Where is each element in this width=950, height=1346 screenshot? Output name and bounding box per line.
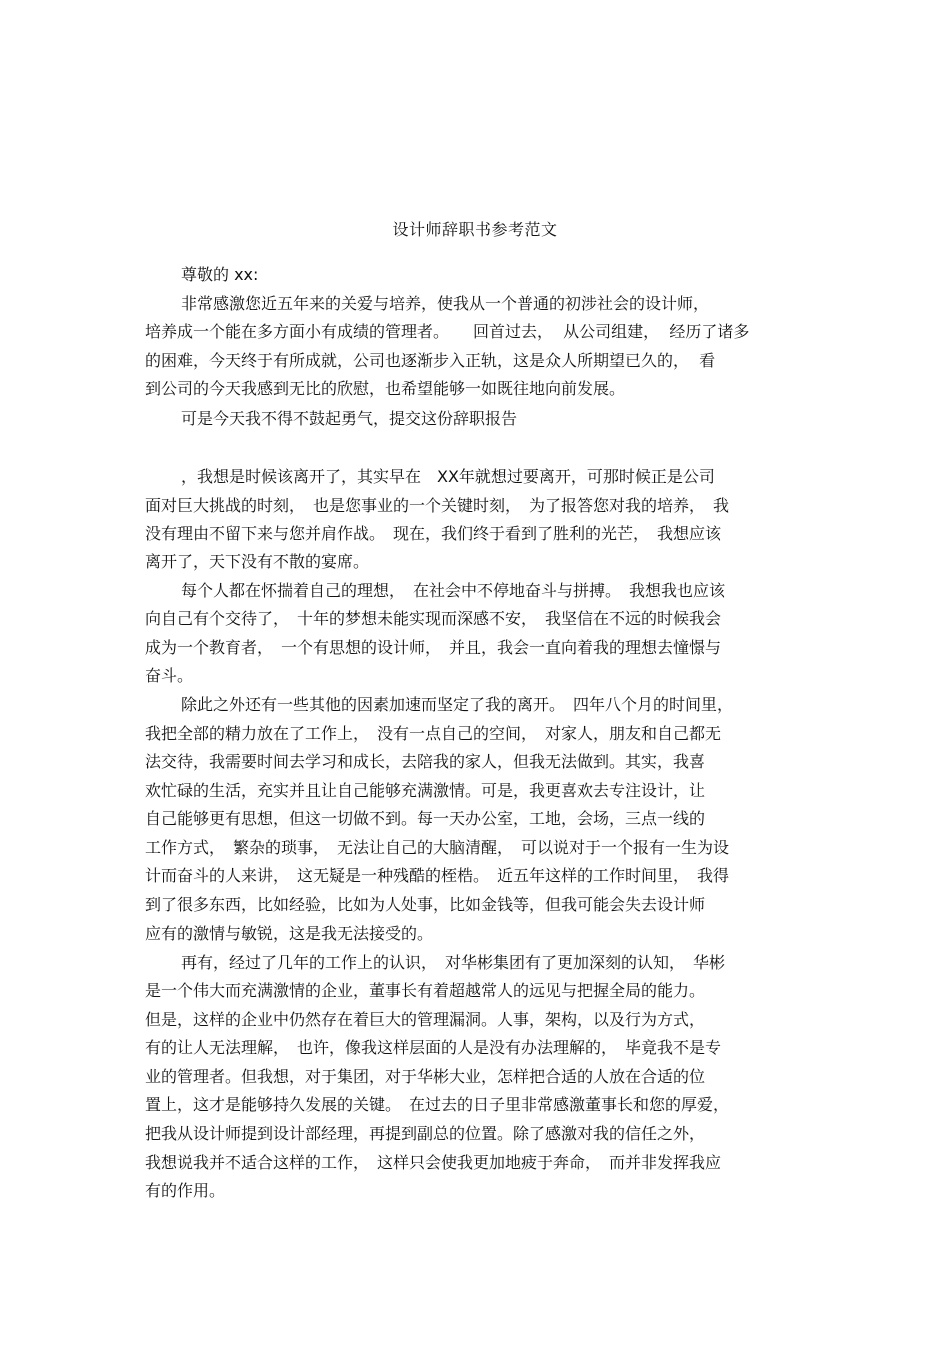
paragraph-line: 有的让人无法理解， 也许，像我这样层面的人是没有办法理解的， 毕竟我不是专 bbox=[145, 1038, 722, 1057]
paragraph-line: 奋斗。 bbox=[145, 666, 194, 685]
paragraph-line: 离开了，天下没有不散的宴席。 bbox=[145, 552, 370, 571]
paragraph-line: 没有理由不留下来与您并肩作战。 现在，我们终于看到了胜利的光芒， 我想应该 bbox=[145, 524, 722, 543]
paragraph-line: 我想说我并不适合这样的工作， 这样只会使我更加地疲于奔命， 而并非发挥我应 bbox=[145, 1153, 722, 1172]
paragraph-line: 应有的激情与敏锐，这是我无法接受的。 bbox=[145, 924, 434, 943]
paragraph-line: 是一个伟大而充满激情的企业，董事长有着超越常人的远见与把握全局的能力。 bbox=[145, 981, 706, 1000]
paragraph-line: 我把全部的精力放在了工作上， 没有一点自己的空间， 对家人，朋友和自己都无 bbox=[145, 724, 722, 743]
paragraph-line: 成为一个教育者， 一个有思想的设计师， 并且，我会一直向着我的理想去憧憬与 bbox=[145, 638, 722, 657]
paragraph-line: 再有，经过了几年的工作上的认识， 对华彬集团有了更加深刻的认知， 华彬 bbox=[181, 953, 726, 972]
paragraph-line: 除此之外还有一些其他的因素加速而坚定了我的离开。 四年八个月的时间里， bbox=[181, 695, 734, 714]
paragraph-line: 非常感激您近五年来的关爱与培养，使我从一个普通的初涉社会的设计师， bbox=[181, 294, 710, 313]
paragraph-line: 把我从设计师提到设计部经理，再提到副总的位置。除了感激对我的信任之外， bbox=[145, 1124, 706, 1143]
paragraph-line: 自己能够更有思想，但这一切做不到。每一天办公室，工地，会场，三点一线的 bbox=[145, 809, 706, 828]
paragraph-line: 到公司的今天我感到无比的欣慰，也希望能够一如既往地向前发展。 bbox=[145, 379, 626, 398]
paragraph-line: 每个人都在怀揣着自己的理想， 在社会中不停地奋斗与拼搏。 我想我也应该 bbox=[181, 581, 726, 600]
paragraph-line: 面对巨大挑战的时刻， 也是您事业的一个关键时刻， 为了报答您对我的培养， 我 bbox=[145, 496, 730, 515]
paragraph-line: 计而奋斗的人来讲， 这无疑是一种残酷的桎梏。 近五年这样的工作时间里， 我得 bbox=[145, 866, 730, 885]
paragraph-line: 可是今天我不得不鼓起勇气，提交这份辞职报告 bbox=[181, 409, 518, 428]
paragraph-line: ，我想是时候该离开了，其实早在 XX年就想过要离开，可那时候正是公司 bbox=[181, 467, 715, 486]
paragraph-line: 置上，这才是能够持久发展的关键。 在过去的日子里非常感激董事长和您的厚爱， bbox=[145, 1095, 730, 1114]
document-title: 设计师辞职书参考范文 bbox=[392, 220, 558, 239]
paragraph-line: 工作方式， 繁杂的琐事， 无法让自己的大脑清醒， 可以说对于一个报有一生为设 bbox=[145, 838, 730, 857]
paragraph-line: 的困难，今天终于有所成就，公司也逐渐步入正轨，这是众人所期望已久的， 看 bbox=[145, 351, 716, 370]
salutation: 尊敬的 xx: bbox=[181, 265, 259, 284]
paragraph-line: 欢忙碌的生活，充实并且让自己能够充满激情。可是，我更喜欢去专注设计，让 bbox=[145, 781, 706, 800]
paragraph-line: 法交待，我需要时间去学习和成长，去陪我的家人，但我无法做到。其实，我喜 bbox=[145, 752, 706, 771]
paragraph-line: 到了很多东西，比如经验，比如为人处事，比如金钱等，但我可能会失去设计师 bbox=[145, 895, 706, 914]
paragraph-line: 向自己有个交待了， 十年的梦想未能实现而深感不安， 我坚信在不远的时候我会 bbox=[145, 609, 722, 628]
paragraph-line: 培养成一个能在多方面小有成绩的管理者。 回首过去， 从公司组建， 经历了诸多 bbox=[145, 322, 750, 341]
paragraph-line: 业的管理者。但我想，对于集团，对于华彬大业，怎样把合适的人放在合适的位 bbox=[145, 1067, 706, 1086]
paragraph-line: 有的作用。 bbox=[145, 1181, 226, 1200]
paragraph-line: 但是，这样的企业中仍然存在着巨大的管理漏洞。人事，架构，以及行为方式， bbox=[145, 1010, 706, 1029]
